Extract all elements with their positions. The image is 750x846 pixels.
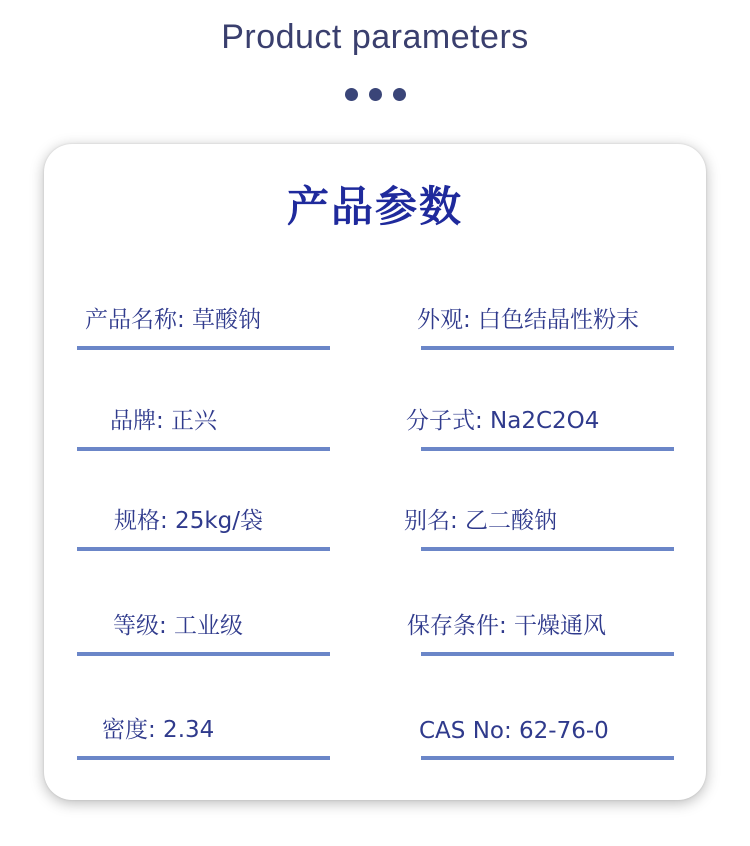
param-alias bbox=[404, 491, 674, 551]
param-underline bbox=[77, 447, 330, 451]
param-underline bbox=[77, 547, 330, 551]
param-underline bbox=[77, 652, 330, 656]
param-text: 外观: 白色结晶性粉末 bbox=[417, 307, 640, 333]
param-underline bbox=[77, 346, 330, 350]
param-storage bbox=[407, 596, 674, 656]
param-underline bbox=[421, 756, 674, 760]
parameters-card bbox=[44, 144, 706, 800]
param-underline bbox=[421, 547, 674, 551]
param-text: 保存条件: 干燥通风 bbox=[407, 613, 607, 639]
param-formula bbox=[406, 391, 674, 451]
dot-icon bbox=[345, 88, 358, 101]
dot-icon bbox=[393, 88, 406, 101]
param-underline bbox=[77, 756, 330, 760]
param-brand bbox=[77, 391, 330, 451]
param-appearance bbox=[417, 290, 674, 350]
decorative-dots bbox=[0, 88, 750, 101]
param-text: 等级: 工业级 bbox=[113, 613, 244, 639]
param-text: 密度: 2.34 bbox=[102, 717, 215, 743]
param-spec bbox=[77, 491, 330, 551]
param-underline bbox=[421, 346, 674, 350]
param-text: 规格: 25kg/袋 bbox=[114, 508, 263, 534]
param-text: 产品名称: 草酸钠 bbox=[85, 307, 262, 333]
param-text: 品牌: 正兴 bbox=[110, 408, 218, 434]
param-grade bbox=[77, 596, 330, 656]
dot-icon bbox=[369, 88, 382, 101]
param-underline bbox=[421, 447, 674, 451]
page-heading: Product parameters bbox=[221, 18, 529, 56]
param-underline bbox=[421, 652, 674, 656]
param-product-name bbox=[77, 290, 330, 350]
param-density bbox=[77, 700, 330, 760]
param-text: 分子式: Na2C2O4 bbox=[406, 408, 600, 434]
param-text: 别名: 乙二酸钠 bbox=[404, 508, 558, 534]
card-title: 产品参数 bbox=[286, 182, 463, 231]
param-cas bbox=[421, 700, 674, 760]
param-text: CAS No: 62-76-0 bbox=[419, 718, 609, 744]
